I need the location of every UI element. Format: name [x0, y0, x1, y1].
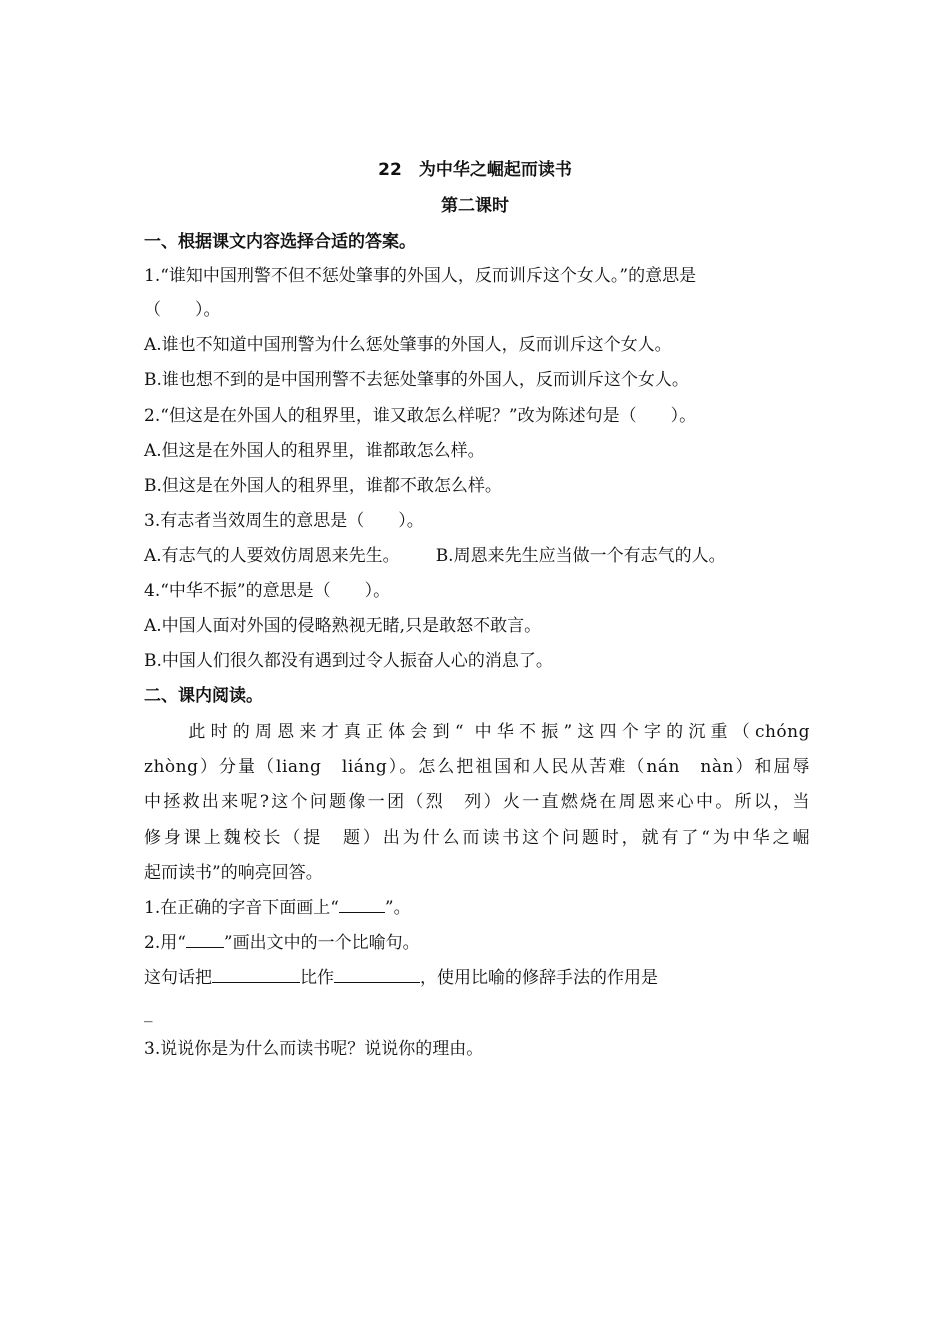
question-1-paren: （ ）。	[144, 300, 221, 320]
reading-question-1-end: ”。	[384, 898, 411, 918]
underline-sample	[186, 933, 224, 948]
answer-blank-1[interactable]	[212, 968, 300, 983]
passage-line-2: zhòng）分量（liang liáng）。怎么把祖国和人民从苦难（nán nàn）和屈辱	[144, 757, 810, 777]
passage-line-1: 此时的周恩来才真正体会到“ 中华不振”这四个字的沉重（chóng	[144, 722, 810, 742]
lesson-subtitle: 第二课时	[441, 196, 509, 216]
section-2-heading: 二、课内阅读。	[144, 686, 263, 706]
question-4-option-b: B.中国人们很久都没有遇到过令人振奋人心的消息了。	[144, 651, 553, 671]
passage-line-3: 中拯救出来呢?这个问题像一团（烈 列）火一直燃烧在周恩来心中。所以，当	[144, 792, 810, 812]
lesson-title: 22 为中华之崛起而读书	[378, 160, 572, 180]
passage-line-5: 起而读书”的响亮回答。	[144, 863, 323, 883]
reading-question-1-text: 1.在正确的字音下面画上“	[144, 898, 339, 918]
metaphor-fill-line	[144, 968, 810, 988]
question-1-option-b: B.谁也想不到的是中国刑警不去惩处肇事的外国人，反而训斥这个女人。	[144, 370, 689, 390]
question-3-option-a: A.有志气的人要效仿周恩来先生。	[144, 546, 400, 566]
question-4-option-a: A.中国人面对外国的侵略熟视无睹,只是敢怒不敢言。	[144, 616, 542, 636]
question-3-text: 3.有志者当效周生的意思是（ ）。	[144, 511, 424, 531]
question-2-option-b: B.但这是在外国人的租界里，谁都不敢怎么样。	[144, 476, 502, 496]
question-3-options	[144, 546, 810, 566]
answer-blank-3[interactable]: _	[144, 1003, 153, 1023]
question-4-text: 4.“中华不振”的意思是（ ）。	[144, 581, 391, 601]
passage-line-4: 修身课上魏校长（提 题）出为什么而读书这个问题时，就有了“为中华之崛	[144, 828, 810, 848]
reading-question-2-end: ”画出文中的一个比喻句。	[223, 933, 420, 953]
fill-text-3: ，使用比喻的修辞手法的作用是	[420, 968, 658, 988]
reading-question-1	[144, 898, 810, 918]
reading-question-3: 3.说说你是为什么而读书呢？说说你的理由。	[144, 1039, 484, 1059]
question-1-text: 1.“谁知中国刑警不但不惩处肇事的外国人，反而训斥这个女人。”的意思是	[144, 266, 697, 286]
question-2-text: 2.“但这是在外国人的租界里，谁又敢怎么样呢？”改为陈述句是（ ）。	[144, 406, 697, 426]
underline-sample	[339, 898, 385, 913]
question-2-option-a: A.但这是在外国人的租界里，谁都敢怎么样。	[144, 441, 485, 461]
answer-blank-2[interactable]	[334, 968, 420, 983]
question-1-option-a: A.谁也不知道中国刑警为什么惩处肇事的外国人，反而训斥这个女人。	[144, 335, 672, 355]
reading-question-2-text: 2.用“	[144, 933, 186, 953]
question-3-option-b: B.周恩来先生应当做一个有志气的人。	[435, 546, 726, 566]
fill-text-1: 这句话把	[144, 968, 212, 988]
section-1-heading: 一、根据课文内容选择合适的答案。	[144, 232, 416, 252]
fill-text-2: 比作	[300, 968, 334, 988]
reading-question-2	[144, 933, 810, 953]
